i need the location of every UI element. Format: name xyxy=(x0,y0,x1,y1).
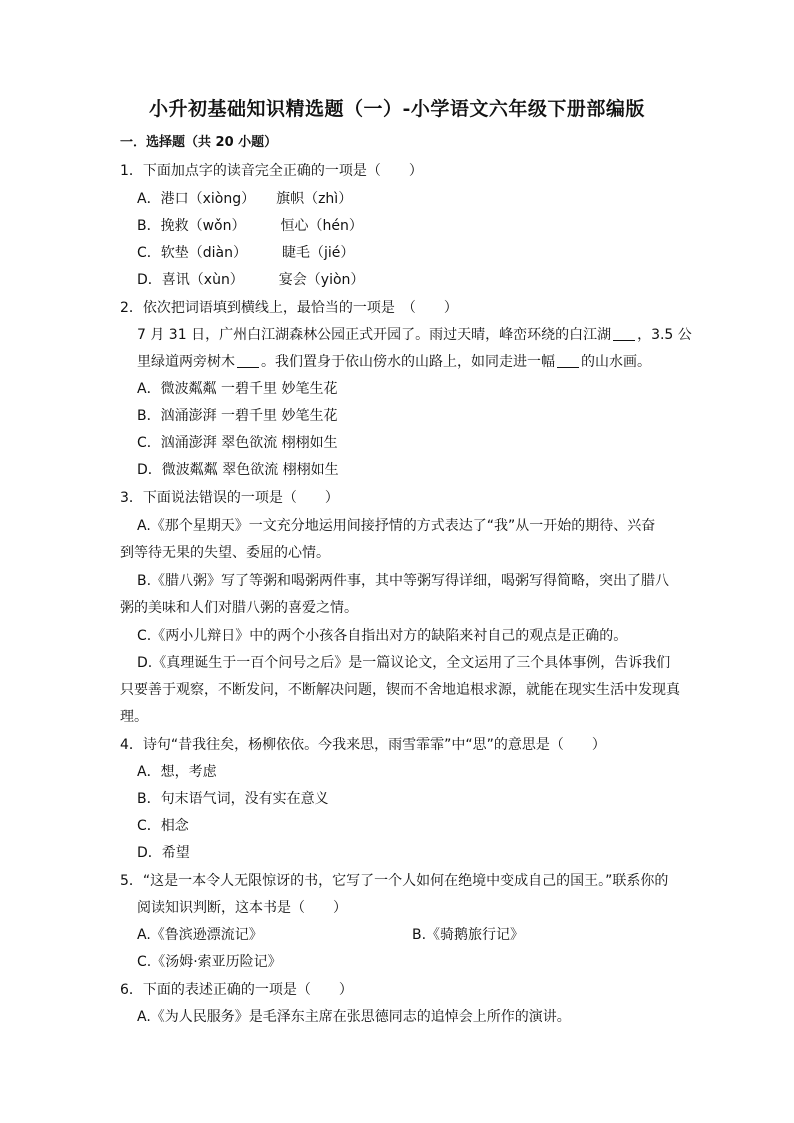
passage-text: 。我们置身于依山傍水的山路上，如同走进一幅 xyxy=(261,354,555,370)
question-2-option-a: A．微波粼粼 一碧千里 妙笔生花 xyxy=(137,381,338,397)
question-1-option-a: A．港口（xiòng） 旗帜（zhì） xyxy=(137,191,353,207)
question-4-option-a: A．想，考虑 xyxy=(137,764,217,780)
question-3-stem: 3．下面说法错误的一项是（ ） xyxy=(120,490,339,506)
question-3-option-b-line-1: B.《腊八粥》写了等粥和喝粥两件事，其中等粥写得详细，喝粥写得简略，突出了腊八 xyxy=(137,573,670,589)
question-2-stem: 2．依次把词语填到横线上，最恰当的一项是 （ ） xyxy=(120,300,458,316)
passage-text: ，3.5 公 xyxy=(637,327,692,343)
fill-blank xyxy=(557,353,579,368)
question-1-stem: 1．下面加点字的读音完全正确的一项是（ ） xyxy=(120,163,423,179)
fill-blank xyxy=(237,353,259,368)
question-5-stem-line-1: 5．“这是一本令人无限惊讶的书，它写了一个人如何在绝境中变成自己的国王。”联系你的 xyxy=(120,873,669,889)
section-heading: 一．选择题（共 20 小题） xyxy=(120,135,278,150)
page-title: 小升初基础知识精选题（一）-小学语文六年级下册部编版 xyxy=(149,98,645,120)
question-4-option-b: B．句末语气词，没有实在意义 xyxy=(137,791,329,807)
question-6-option-a: A.《为人民服务》是毛泽东主席在张思德同志的追悼会上所作的演讲。 xyxy=(137,1009,571,1025)
question-1-option-c: C．软垫（diàn） 睫毛（jié） xyxy=(137,245,355,261)
question-6-stem: 6．下面的表述正确的一项是（ ） xyxy=(120,982,353,998)
passage-text: 里绿道两旁树木 xyxy=(137,354,235,370)
question-3-option-a-line-1: A.《那个星期天》一文充分地运用间接抒情的方式表达了“我”从一开始的期待、兴奋 xyxy=(137,518,656,534)
question-2-option-c: C．汹涌澎湃 翠色欲流 栩栩如生 xyxy=(137,435,338,451)
question-1-option-b: B．挽救（wǒn） 恒心（hén） xyxy=(137,218,363,234)
question-3-option-d-line-3: 理。 xyxy=(120,709,148,725)
question-3-option-a-line-2: 到等待无果的失望、委屈的心情。 xyxy=(120,545,330,561)
question-2-option-d: D．微波粼粼 翠色欲流 栩栩如生 xyxy=(137,462,339,478)
question-4-option-d: D．希望 xyxy=(137,845,190,861)
question-2-passage-line-1 xyxy=(137,325,692,345)
question-5-option-b: B.《骑鹅旅行记》 xyxy=(412,927,525,943)
question-3-option-c: C.《两小儿辩日》中的两个小孩各自指出对方的缺陷来衬自己的观点是正确的。 xyxy=(137,628,628,644)
question-2-option-b: B．汹涌澎湃 一碧千里 妙笔生花 xyxy=(137,408,338,424)
question-5-stem-line-2: 阅读知识判断，这本书是（ ） xyxy=(137,900,347,916)
question-3-option-d-line-2: 只要善于观察，不断发问，不断解决问题，锲而不舍地追根求源，就能在现实生活中发现真 xyxy=(120,682,680,698)
question-1-option-d: D．喜讯（xùn） 宴会（yiòn） xyxy=(137,272,365,288)
question-3-option-d-line-1: D.《真理诞生于一百个问号之后》是一篇议论文，全文运用了三个具体事例，告诉我们 xyxy=(137,655,671,671)
question-3-option-b-line-2: 粥的美味和人们对腊八粥的喜爱之情。 xyxy=(120,600,358,616)
passage-text: 的山水画。 xyxy=(581,354,651,370)
question-4-stem: 4．诗句“昔我往矣，杨柳依依。今我来思，雨雪霏霏”中“思”的意思是（ ） xyxy=(120,737,606,753)
fill-blank xyxy=(613,326,635,341)
question-5-option-c: C.《汤姆·索亚历险记》 xyxy=(137,954,282,970)
question-5-option-a: A.《鲁滨逊漂流记》 xyxy=(137,927,263,943)
question-2-passage-line-2 xyxy=(137,352,651,372)
passage-text: 7 月 31 日，广州白江湖森林公园正式开园了。雨过天晴，峰峦环绕的白江湖 xyxy=(137,327,612,343)
question-4-option-c: C．相念 xyxy=(137,818,189,834)
